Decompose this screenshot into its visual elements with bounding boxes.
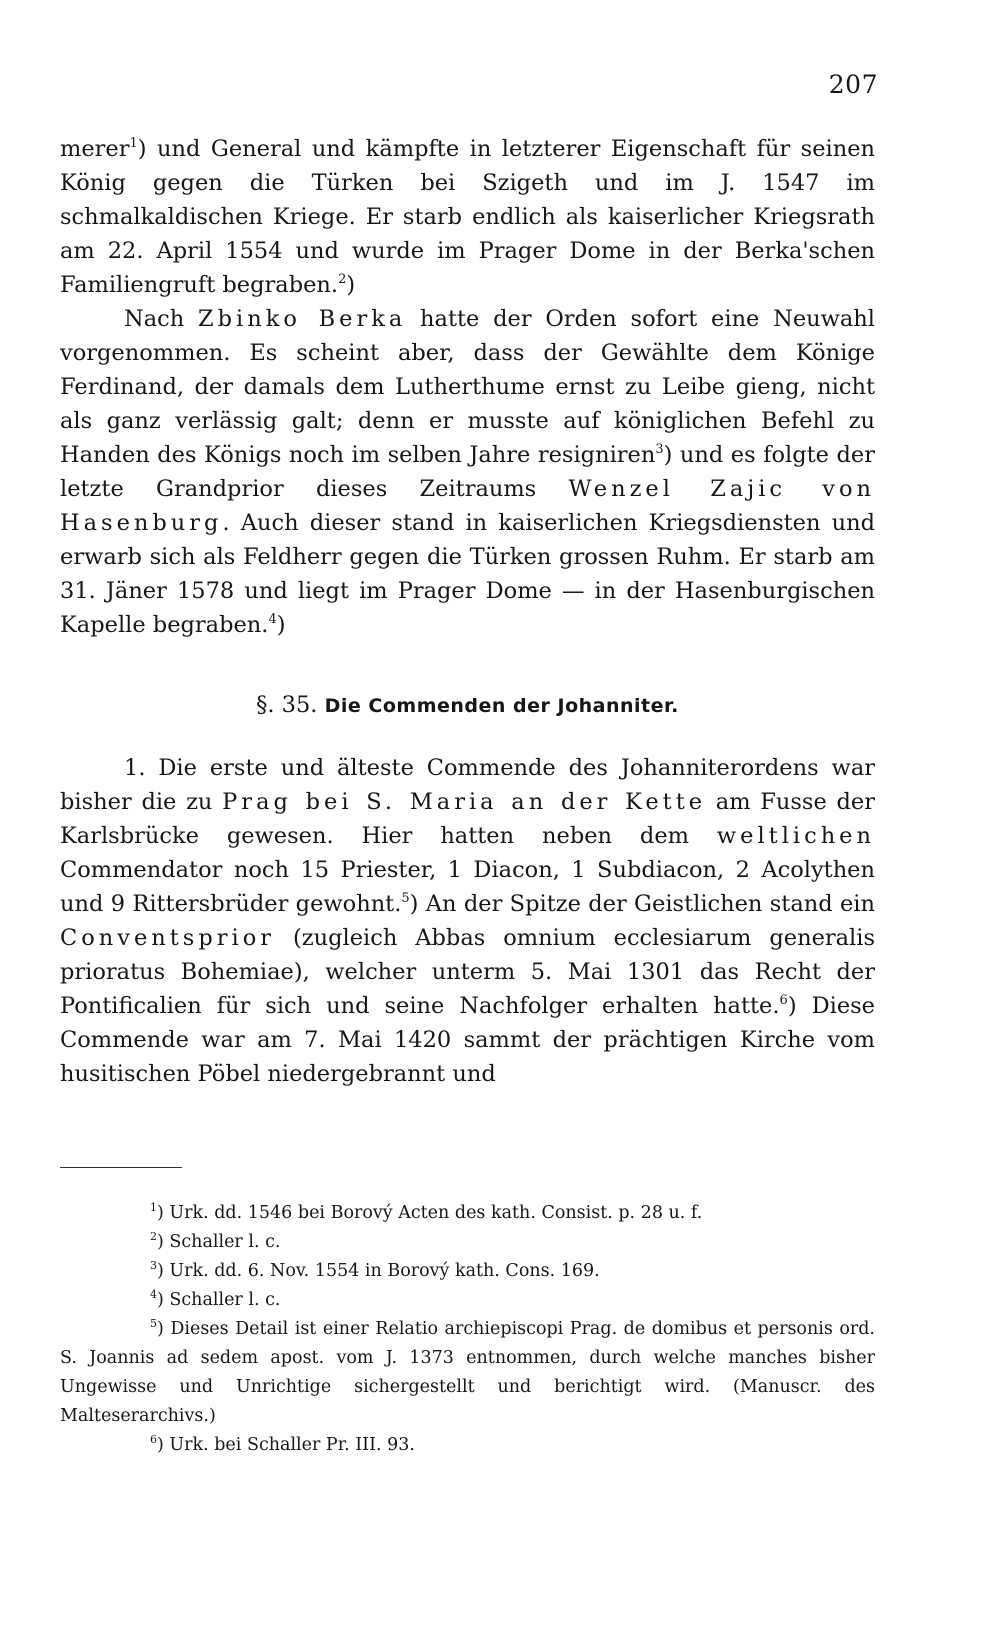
- section-number: §. 35.: [256, 692, 325, 718]
- footnote-text: ) Schaller l. c.: [157, 1290, 281, 1310]
- text-run: ) An der Spitze der Geistlichen stand ein: [409, 891, 875, 917]
- footnote: [60, 1228, 875, 1257]
- footnote-mark: 4: [150, 1288, 157, 1301]
- footnote-mark: 2: [150, 1230, 157, 1243]
- footnote-mark: 5: [150, 1317, 157, 1330]
- spaced-word: Conventsprior: [60, 925, 276, 951]
- footnote-ref[interactable]: 2: [338, 272, 347, 287]
- section-heading: [60, 688, 875, 723]
- spaced-name: Wenzel Zajic von Hasenburg: [60, 476, 875, 536]
- text-run: Commendator noch 15 Priester, 1 Diacon, 1 Subdiacon, 2 Acolythen und 9 Rittersbrüder gewohnt.: [60, 857, 875, 917]
- spaced-word: weltlichen: [716, 823, 875, 849]
- page-number: 207: [828, 70, 878, 99]
- footnote-text: ) Schaller l. c.: [157, 1232, 281, 1252]
- footnote-ref[interactable]: 1: [129, 136, 138, 151]
- text-run: ): [276, 612, 286, 638]
- spaced-name: Zbinko Berka: [197, 306, 407, 332]
- text-run: am Fusse der Karlsbrücke gewesen. Hier hatten neben dem: [60, 789, 875, 849]
- footnote-separator: [60, 1167, 182, 1168]
- footnote: [60, 1315, 875, 1431]
- footnote-ref[interactable]: 3: [655, 442, 664, 457]
- footnote: [60, 1257, 875, 1286]
- text-run: Nach: [124, 306, 198, 332]
- footnote-mark: 3: [150, 1259, 157, 1272]
- footnotes: [60, 1199, 875, 1460]
- text-run: (zugleich Abbas omnium ecclesiarum generalis prioratus Bohemiae), welcher unterm 5. Mai 1301 das Recht der Pontificalien für sich und seine Nachfolger erhalten hatte.: [60, 925, 875, 1019]
- footnote-ref[interactable]: 5: [401, 891, 410, 906]
- footnote-mark: 6: [150, 1433, 157, 1446]
- paragraph-continuation: [60, 132, 875, 302]
- text-run: ) und General und kämpfte in letzterer Eigenschaft für seinen König gegen die Türken bei Szigeth und im J. 1547 im schmalkaldischen Kriege. Er starb endlich als kaiserlicher Kriegsrath am 22. April 1554 und wurde im Prager Dome in der Berka'schen Familiengruft begraben.: [60, 136, 875, 298]
- paragraph-commenden: [60, 751, 875, 1091]
- paragraph-grandprior: [60, 302, 875, 642]
- footnote-ref[interactable]: 6: [779, 993, 788, 1008]
- spaced-name: Prag bei S. Maria an der Kette: [222, 789, 707, 815]
- text-run: merer: [60, 136, 130, 162]
- section-title: Die Commenden der Johanniter.: [324, 695, 679, 717]
- footnote-text: ) Urk. dd. 1546 bei Borový Acten des kath. Consist. p. 28 u. f.: [157, 1203, 703, 1223]
- main-text: [60, 132, 875, 1091]
- footnote-text: ) Dieses Detail ist einer Relatio archiepiscopi Prag. de domibus et personis ord. S. Joannis ad sedem apost. vom J. 1373 entnommen, durch welche manches bisher Ungewisse und Unrichtige sichergestellt und berichtigt wird. (Manuscr. des Malteserarchivs.): [60, 1319, 875, 1426]
- text-run: . Auch dieser stand in kaiserlichen Kriegsdiensten und erwarb sich als Feldherr gegen die Türken grossen Ruhm. Er starb am 31. Jäner 1578 und liegt im Prager Dome — in der Hasenburgischen Kapelle begraben.: [60, 510, 875, 638]
- text-run: hatte der Orden sofort eine Neuwahl vorgenommen. Es scheint aber, dass der Gewählte dem Könige Ferdinand, der damals dem Lutherthume ernst zu Leibe gieng, nicht als ganz verlässig galt; denn er musste auf königlichen Befehl zu Handen des Königs noch im selben Jahre resigniren: [60, 306, 875, 468]
- footnote: [60, 1199, 875, 1228]
- text-run: ): [346, 272, 356, 298]
- text-run: ) und es folgte der letzte Grandprior dieses Zeitraums: [60, 442, 875, 502]
- text-run: 1. Die erste und älteste Commende des Johanniterordens war bisher die zu: [60, 755, 875, 815]
- footnote-ref[interactable]: 4: [268, 612, 277, 627]
- footnote-mark: 1: [150, 1201, 157, 1214]
- text-run: ) Diese Commende war am 7. Mai 1420 sammt der prächtigen Kirche vom husitischen Pöbel niedergebrannt und: [60, 993, 875, 1087]
- footnote: [60, 1286, 875, 1315]
- footnote-text: ) Urk. bei Schaller Pr. III. 93.: [157, 1435, 415, 1455]
- footnote-text: ) Urk. dd. 6. Nov. 1554 in Borový kath. Cons. 169.: [157, 1261, 600, 1281]
- footnote: [60, 1431, 875, 1460]
